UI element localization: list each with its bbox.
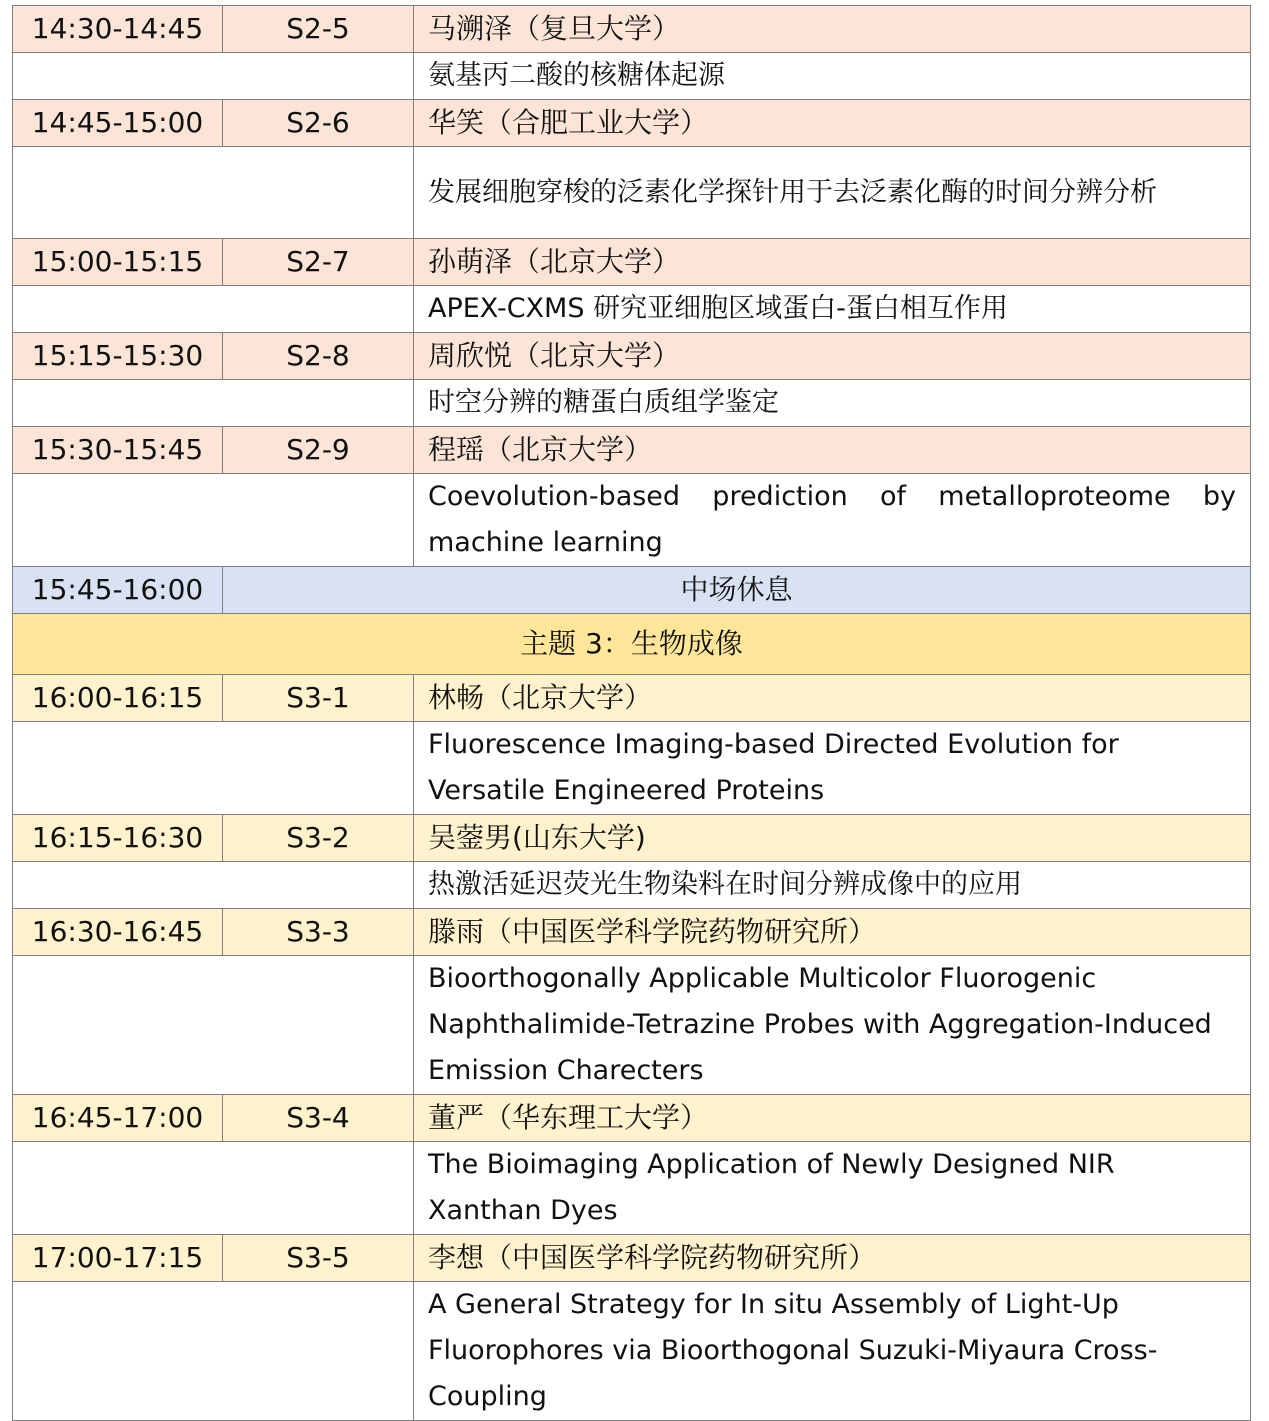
talk-time: 15:00-15:15 bbox=[13, 239, 223, 286]
empty-cell bbox=[13, 286, 414, 333]
empty-cell bbox=[13, 380, 414, 427]
talk-code: S3-5 bbox=[223, 1235, 414, 1282]
talk-title-row bbox=[13, 147, 1251, 239]
talk-speaker: 滕雨（中国医学科学院药物研究所） bbox=[414, 909, 1251, 956]
talk-title-row bbox=[13, 862, 1251, 909]
theme-label: 主题 3：生物成像 bbox=[13, 614, 1251, 675]
talk-time: 15:15-15:30 bbox=[13, 333, 223, 380]
talk-speaker: 程瑶（北京大学） bbox=[414, 427, 1251, 474]
talk-title: 时空分辨的糖蛋白质组学鉴定 bbox=[414, 380, 1251, 427]
talk-title: 热激活延迟荧光生物染料在时间分辨成像中的应用 bbox=[414, 862, 1251, 909]
empty-cell bbox=[13, 1282, 414, 1421]
talk-title: 氨基丙二酸的核糖体起源 bbox=[414, 53, 1251, 100]
talk-title-row bbox=[13, 474, 1251, 567]
talk-header-row bbox=[13, 909, 1251, 956]
talk-header-row bbox=[13, 815, 1251, 862]
talk-header-row bbox=[13, 1095, 1251, 1142]
talk-header-row bbox=[13, 333, 1251, 380]
talk-title-row bbox=[13, 1282, 1251, 1421]
empty-cell bbox=[13, 1142, 414, 1235]
talk-time: 16:45-17:00 bbox=[13, 1095, 223, 1142]
schedule-table bbox=[12, 5, 1251, 1421]
empty-cell bbox=[13, 474, 414, 567]
talk-time: 16:15-16:30 bbox=[13, 815, 223, 862]
talk-header-row bbox=[13, 100, 1251, 147]
talk-code: S3-2 bbox=[223, 815, 414, 862]
talk-code: S2-6 bbox=[223, 100, 414, 147]
talk-title-row bbox=[13, 722, 1251, 815]
talk-code: S2-7 bbox=[223, 239, 414, 286]
talk-title-row bbox=[13, 53, 1251, 100]
talk-speaker: 董严（华东理工大学） bbox=[414, 1095, 1251, 1142]
talk-speaker: 周欣悦（北京大学） bbox=[414, 333, 1251, 380]
talk-title: Coevolution-based prediction of metalloproteome by machine learning bbox=[414, 474, 1251, 567]
talk-title-row bbox=[13, 380, 1251, 427]
talk-header-row bbox=[13, 427, 1251, 474]
talk-title-row bbox=[13, 286, 1251, 333]
talk-code: S2-5 bbox=[223, 6, 414, 53]
break-time: 15:45-16:00 bbox=[13, 567, 223, 614]
empty-cell bbox=[13, 147, 414, 239]
talk-time: 17:00-17:15 bbox=[13, 1235, 223, 1282]
talk-header-row bbox=[13, 675, 1251, 722]
talk-title: APEX-CXMS 研究亚细胞区域蛋白-蛋白相互作用 bbox=[414, 286, 1251, 333]
talk-speaker: 马溯泽（复旦大学） bbox=[414, 6, 1251, 53]
talk-title: Fluorescence Imaging-based Directed Evolution for Versatile Engineered Proteins bbox=[414, 722, 1251, 815]
talk-title: 发展细胞穿梭的泛素化学探针用于去泛素化酶的时间分辨分析 bbox=[414, 147, 1251, 239]
talk-title: Bioorthogonally Applicable Multicolor Fluorogenic Naphthalimide-Tetrazine Probes with Aggregation-Induced Emission Charecters bbox=[414, 956, 1251, 1095]
talk-time: 16:00-16:15 bbox=[13, 675, 223, 722]
talk-speaker: 李想（中国医学科学院药物研究所） bbox=[414, 1235, 1251, 1282]
talk-header-row bbox=[13, 6, 1251, 53]
talk-code: S3-1 bbox=[223, 675, 414, 722]
talk-title: A General Strategy for In situ Assembly of Light-Up Fluorophores via Bioorthogonal Suzuki-Miyaura Cross-Coupling bbox=[414, 1282, 1251, 1421]
talk-time: 15:30-15:45 bbox=[13, 427, 223, 474]
talk-title: The Bioimaging Application of Newly Designed NIR Xanthan Dyes bbox=[414, 1142, 1251, 1235]
talk-time: 14:30-14:45 bbox=[13, 6, 223, 53]
empty-cell bbox=[13, 53, 414, 100]
talk-code: S2-9 bbox=[223, 427, 414, 474]
talk-speaker: 林畅（北京大学） bbox=[414, 675, 1251, 722]
talk-speaker: 华笑（合肥工业大学） bbox=[414, 100, 1251, 147]
break-row bbox=[13, 567, 1251, 614]
talk-time: 16:30-16:45 bbox=[13, 909, 223, 956]
talk-speaker: 孙萌泽（北京大学） bbox=[414, 239, 1251, 286]
empty-cell bbox=[13, 862, 414, 909]
talk-title-row bbox=[13, 956, 1251, 1095]
talk-header-row bbox=[13, 239, 1251, 286]
talk-time: 14:45-15:00 bbox=[13, 100, 223, 147]
talk-header-row bbox=[13, 1235, 1251, 1282]
talk-speaker: 吴蓥男(山东大学) bbox=[414, 815, 1251, 862]
empty-cell bbox=[13, 956, 414, 1095]
talk-title-row bbox=[13, 1142, 1251, 1235]
empty-cell bbox=[13, 722, 414, 815]
theme-row bbox=[13, 614, 1251, 675]
talk-code: S3-4 bbox=[223, 1095, 414, 1142]
talk-code: S3-3 bbox=[223, 909, 414, 956]
talk-code: S2-8 bbox=[223, 333, 414, 380]
break-label: 中场休息 bbox=[223, 567, 1251, 614]
